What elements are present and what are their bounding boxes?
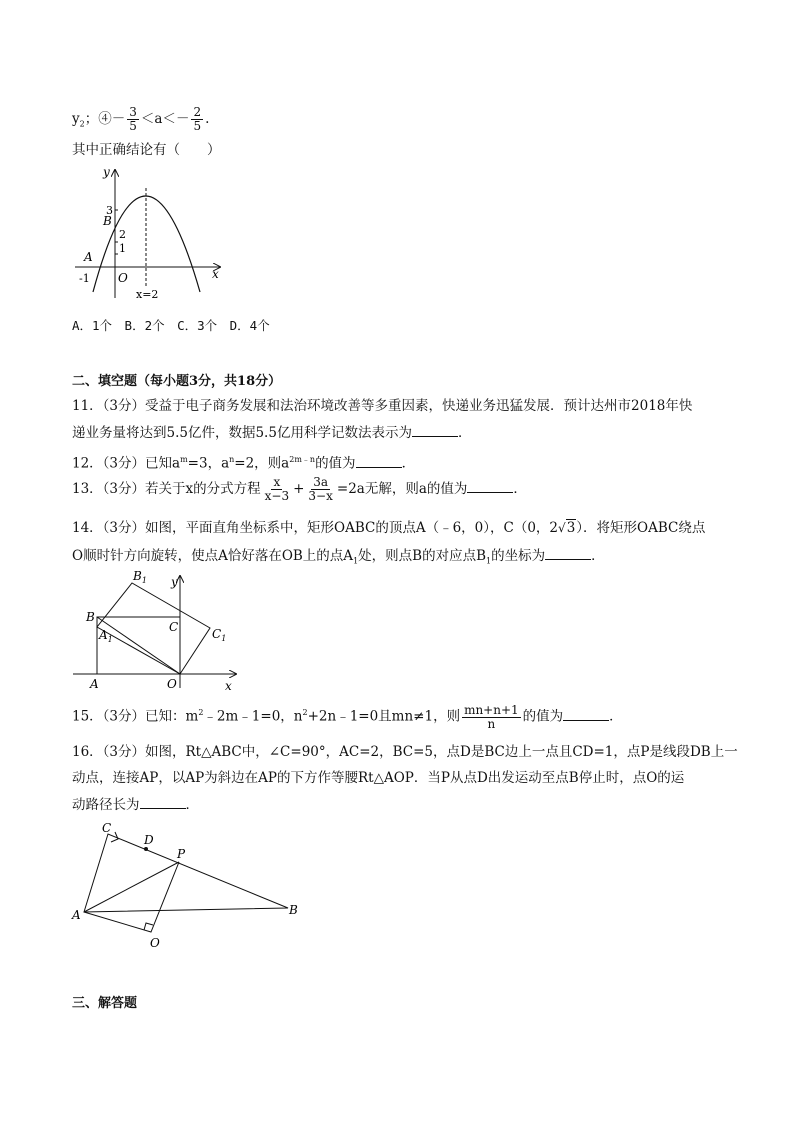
tick-1-label: 1 [119,242,126,255]
y-label: y [171,575,178,589]
label-A: A [90,677,99,691]
q10-prompt: 其中正确结论有（ ） [72,142,221,158]
point-B-label: B [103,214,112,228]
answer-blank [545,545,591,560]
q14-line1: 14．（3分）如图，平面直角坐标系中，矩形OABC的顶点A（﹣6，0），C（0，2√3）．将矩形OABC绕点 [72,520,706,536]
label-A1 [98,628,113,644]
origin-label: O [118,271,128,285]
triangle-AOP [84,862,179,932]
fraction-3-5: $\frac{3}{5}$ [129,105,137,133]
label-C: C [169,620,179,634]
q12-line: 12．（3分）已知$a^m=3$，$a^n=2$，则$a^{2m﹣n}$的值为 ． [72,450,415,474]
answer-blank [467,478,513,493]
label-B1 [132,569,147,585]
fraction-x: $\frac{x}{x-3}$ [264,475,290,503]
q11-line1: 11．（3分）受益于电子商务发展和法治环境改善等多重因素，快递业务迅猛发展．预计达州市2018年快 [72,398,693,414]
fraction-3a: $\frac{3a}{3-x}$ [308,475,333,503]
label-O: O [150,936,160,950]
label-A1-letter: A [99,628,108,642]
x-label: x [212,267,219,281]
q11-line2: 递业务量将达到5.5亿件，数据5.5亿用科学记数法表示为 ． [72,422,471,443]
label-B1-letter: B [133,569,142,583]
right-angle-O [144,923,153,930]
section-2-title: 二、填空题（每小题3分，共18分） [72,374,282,389]
tick-2-label: 2 [119,228,126,241]
point-D [144,847,148,851]
q16-line2: 动点，连接AP，以AP为斜边在AP的下方作等腰Rt△AOP．当P从点D出发运动至点B停止时，点O的运 [72,770,685,786]
fraction-2-5: $\frac{2}{5}$ [193,105,202,133]
section-3-title: 三、解答题 [72,996,138,1011]
label-A: A [72,908,81,922]
point-A-label: A [84,250,93,264]
label-P: P [177,847,186,861]
x-label: x [225,679,232,693]
label-C1-letter: C [212,627,222,641]
symmetry-axis-label: x=2 [136,288,159,301]
triangle-ABC [84,834,288,912]
q14-line2: O顺时针方向旋转，使点A恰好落在OB上的点$A_1$处，则点B的对应点$B_1$的坐标为 ． [72,545,605,572]
q15-line: 15．（3分）已知：$m^2﹣2m﹣1=0$，$n^2+2n﹣1=0$且mn≠1，则 $\frac{mn+n+1}{n}$ 的值为 ． [72,702,623,731]
rectangle-rotation-graph [70,566,250,696]
q16-line1: 16．（3分）如图，Rt△ABC中，∠C=90°，AC=2，BC=5，点D是BC边上一点且CD=1，点P是线段DB上一 [72,744,738,760]
label-C1 [212,627,226,643]
label-A1-sub: 1 [107,635,113,644]
fraction-mn: $\frac{mn+n+1}{n}$ [464,702,519,731]
q10-condition-line: $y_2$；④－ $\frac{3}{5}$ ＜a＜－ $\frac{2}{5}$ . [72,105,210,133]
answer-blank [563,706,609,721]
parabola-graph [70,160,230,305]
triangle-graph [66,820,316,955]
label-B: B [86,610,95,624]
tick-neg1-label: -1 [79,272,90,285]
q10-options: A．1个 B．2个 C．3个 D．4个 [72,318,270,333]
answer-blank [412,422,458,437]
label-C: C [102,821,112,835]
label-C1-sub: 1 [221,634,227,643]
y-label: y [103,165,110,179]
tick-3-label: 3 [106,204,113,217]
label-D: D [144,833,154,847]
label-O: O [167,677,177,691]
label-B: B [289,903,298,917]
diagonal-OB [97,617,180,674]
q16-line3: 动路径长为 ． [72,794,199,815]
segment-AP [84,862,179,912]
q13-line: 13．（3分）若关于x的分式方程 $\frac{x}{x-3}$ + $\frac{3a}{3-x}$ =2a无解，则a的值为 ． [72,475,527,503]
label-B1-sub: 1 [141,576,147,585]
answer-blank [140,794,186,809]
answer-blank [356,453,402,468]
